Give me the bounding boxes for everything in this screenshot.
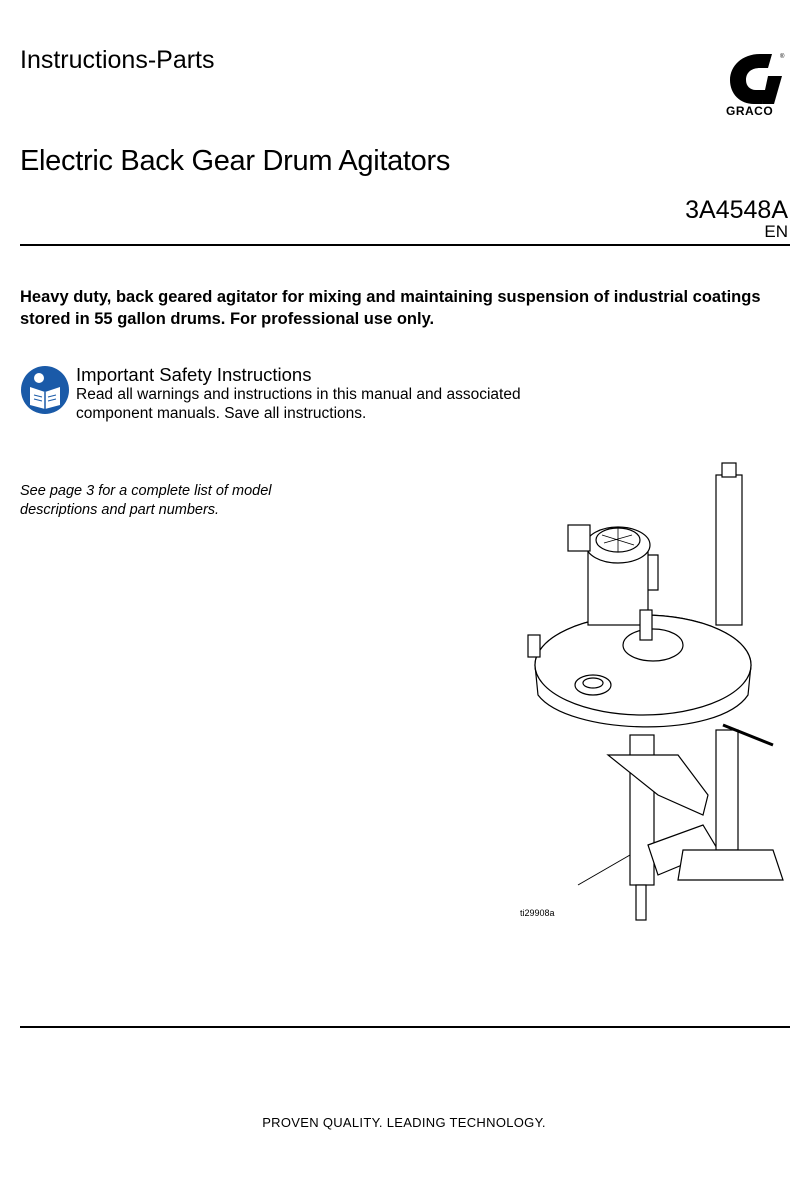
language-code: EN — [764, 222, 788, 241]
document-number: 3A4548A — [685, 196, 788, 224]
read-manual-icon — [20, 365, 70, 415]
document-type: Instructions-Parts — [20, 46, 215, 74]
safety-heading: Important Safety Instructions — [76, 364, 312, 385]
brand-name: GRACO — [726, 104, 774, 118]
drum-agitator-illustration — [508, 455, 798, 925]
footer-divider — [20, 1026, 790, 1028]
figure-label: ti29908a — [520, 908, 555, 918]
svg-text:®: ® — [780, 54, 785, 60]
page-title: Electric Back Gear Drum Agitators — [20, 145, 451, 177]
model-list-note: See page 3 for a complete list of model descriptions and part numbers. — [20, 483, 272, 518]
product-description: Heavy duty, back geared agitator for mixing and maintaining suspension of industrial coatings stored in 55 gallon drums. For professional use only. — [20, 288, 761, 328]
header-divider — [20, 244, 790, 246]
safety-text: Read all warnings and instructions in this manual and associated component manuals. Save all instructions. — [76, 386, 521, 422]
footer-tagline: PROVEN QUALITY. LEADING TECHNOLOGY. — [262, 1115, 546, 1130]
